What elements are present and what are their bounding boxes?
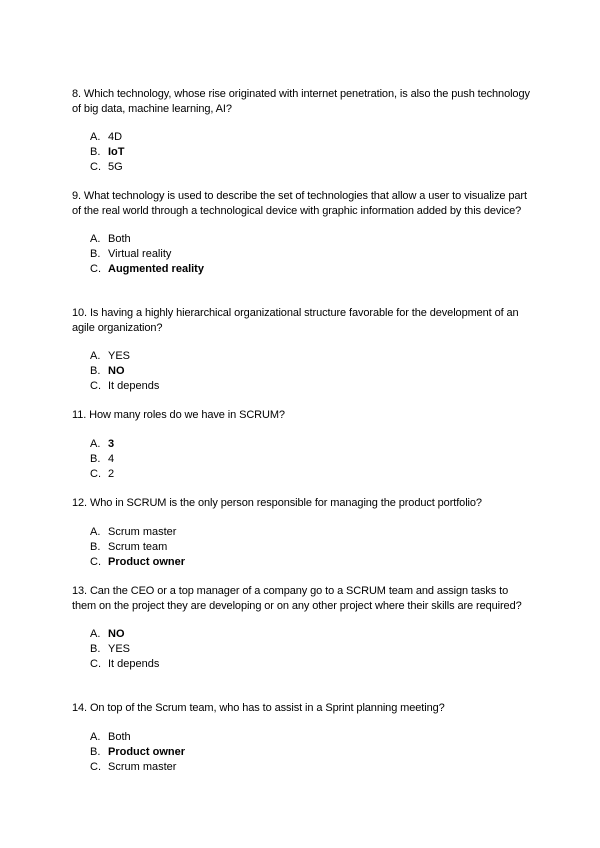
option-letter: C. [90,658,101,670]
option-a [90,627,532,642]
option-a [90,525,532,540]
option-label: It depends [108,380,160,392]
answer-options [90,130,532,175]
option-label-correct: IoT [108,146,125,158]
option-b [90,745,532,760]
option-a [90,730,532,745]
answer-options [90,730,532,775]
option-a [90,349,532,364]
question-14 [72,701,532,775]
option-letter: C. [90,161,101,173]
option-letter: B. [90,745,101,758]
question-text: 13. Can the CEO or a top manager of a company go to a SCRUM team and assign tasks to them on the project they are developing or on any other project where their skills are required? [72,585,522,612]
question-9 [72,189,532,277]
option-letter: B. [90,452,101,465]
option-letter: A. [90,525,101,538]
answer-options [90,627,532,672]
option-letter: A. [90,350,101,362]
option-b [90,642,532,657]
question-8 [72,87,532,175]
option-c [90,555,532,570]
option-c [90,379,532,394]
question-text: 14. On top of the Scrum team, who has to assist in a Sprint planning meeting? [72,702,445,714]
option-label: Both [108,730,131,743]
option-label: 5G [108,161,123,173]
option-label: Scrum team [108,540,168,553]
option-label-correct: 3 [108,437,115,450]
question-text: 9. What technology is used to describe the set of technologies that allow a user to visualize part of the real world through a technological device with graphic information added by this device? [72,190,527,217]
answer-options [90,232,532,277]
option-b [90,364,532,379]
option-c [90,760,532,775]
question-text: 11. How many roles do we have in SCRUM? [72,409,285,421]
question-12 [72,496,532,570]
option-c [90,262,532,277]
option-label: YES [108,350,131,362]
option-c [90,657,532,672]
option-label: It depends [108,658,160,670]
option-letter: C. [90,760,101,773]
option-label: 4 [108,452,115,465]
option-label: Scrum master [108,525,177,538]
option-label-correct: Product owner [108,555,186,568]
option-letter: B. [90,365,101,377]
answer-options [90,437,532,482]
question-13 [72,584,532,672]
option-letter: C. [90,263,101,275]
option-letter: A. [90,131,101,143]
option-letter: B. [90,248,101,260]
option-letter: A. [90,628,101,640]
answer-options [90,525,532,570]
question-text: 10. Is having a highly hierarchical organizational structure favorable for the development of an agile organization? [72,307,519,334]
option-c [90,467,532,482]
answer-options [90,349,532,394]
option-label: 2 [108,467,115,480]
option-letter: B. [90,540,101,553]
question-11 [72,408,532,482]
option-letter: B. [90,643,101,655]
option-label-correct: NO [108,365,125,377]
option-letter: A. [90,730,101,743]
option-b [90,452,532,467]
option-letter: B. [90,146,101,158]
option-label-correct: Product owner [108,745,186,758]
option-b [90,145,532,160]
option-label-correct: NO [108,628,125,640]
option-letter: C. [90,467,101,480]
question-text: 8. Which technology, whose rise originated with internet penetration, is also the push technology of big data, machine learning, AI? [72,88,530,115]
option-letter: C. [90,380,101,392]
question-text: 12. Who in SCRUM is the only person responsible for managing the product portfolio? [72,497,482,509]
option-letter: C. [90,555,101,568]
option-letter: A. [90,233,101,245]
option-c [90,160,532,175]
option-label: YES [108,643,131,655]
option-label-correct: Augmented reality [108,263,204,275]
option-label: Scrum master [108,760,177,773]
question-10 [72,306,532,394]
option-a [90,437,532,452]
option-label: Both [108,233,131,245]
option-label: 4D [108,131,123,143]
option-b [90,247,532,262]
option-label: Virtual reality [108,248,172,260]
option-a [90,232,532,247]
option-letter: A. [90,437,101,450]
option-b [90,540,532,555]
option-a [90,130,532,145]
